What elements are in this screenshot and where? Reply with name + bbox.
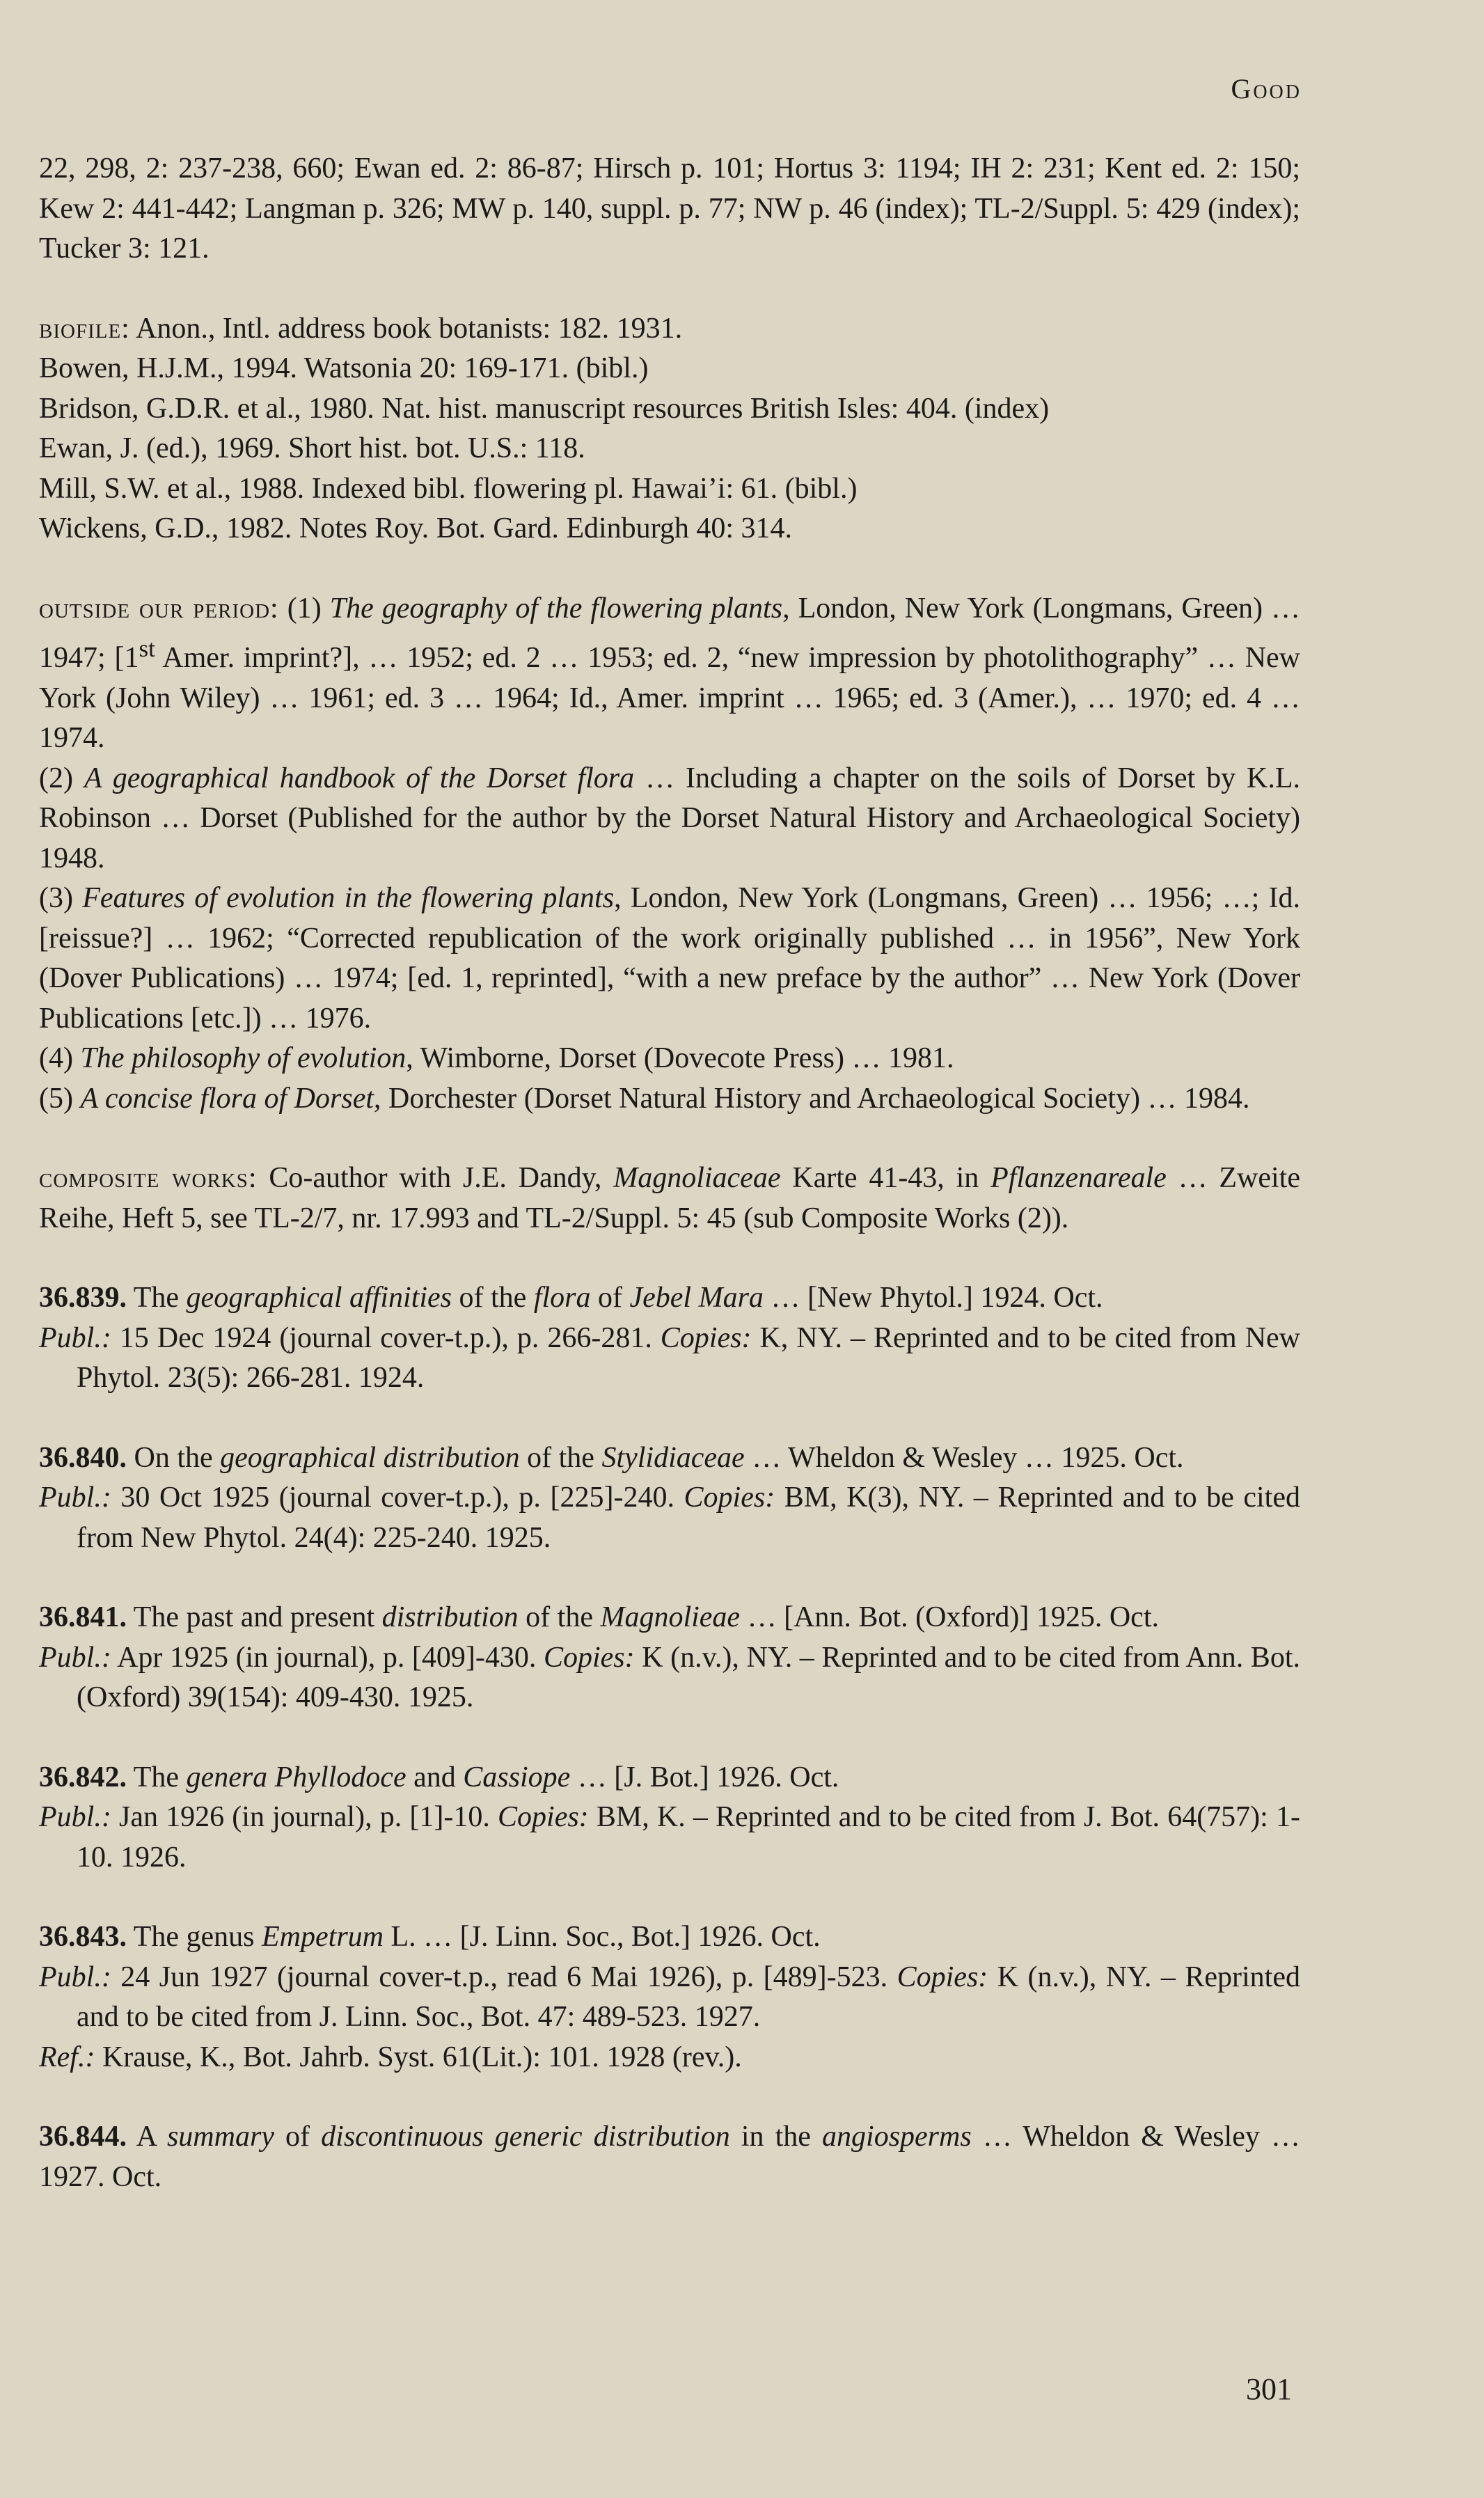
outside-entry-5: (5) A concise flora of Dorset, Dorchester (Dorset Natural History and Archaeological Society) … 1984.	[39, 1082, 1250, 1115]
publ-label: Publ.:	[39, 1641, 111, 1674]
biofile-entry: Wickens, G.D., 1982. Notes Roy. Bot. Gard. Edinburgh 40: 314.	[39, 512, 793, 544]
biofile-section	[39, 309, 1300, 549]
publ-label: Publ.:	[39, 1801, 111, 1833]
copies-label: Copies:	[660, 1321, 752, 1354]
publ-label: Publ.:	[39, 1321, 111, 1354]
biofile-entry: Anon., Intl. address book botanists: 182. 1931.	[136, 312, 683, 345]
biofile-label: biofile:	[39, 312, 130, 345]
biofile-entry: Ewan, J. (ed.), 1969. Short hist. bot. U.S.: 118.	[39, 432, 585, 464]
work-title: A concise flora of Dorset	[80, 1082, 374, 1115]
composite-works: composite works: Co-author with J.E. Dandy, Magnoliaceae Karte 41-43, in Pflanzenareale … Zweite Reihe, Heft 5, see TL-2/7, nr. 17.993 and TL-2/Suppl. 5: 45 (sub Composite Works (2)).	[39, 1162, 1300, 1234]
entry-number: 36.844.	[39, 2121, 127, 2153]
work-title: Features of evolution in the flowering plants	[82, 882, 615, 914]
biofile-entry: Bowen, H.J.M., 1994. Watsonia 20: 169-171. (bibl.)	[39, 352, 649, 384]
biofile-entry: Mill, S.W. et al., 1988. Indexed bibl. flowering pl. Hawai’i: 61. (bibl.)	[39, 472, 858, 505]
outside-label: outside our period:	[39, 592, 279, 624]
publ-label: Publ.:	[39, 1961, 111, 1993]
entry-number: 36.839.	[39, 1282, 127, 1314]
entry-36-839: 36.839. The geographical affinities of the flora of Jebel Mara … [New Phytol.] 1924. Oct. Publ.: 15 Dec 1924 (journal cover-t.p.), p. 266-281. Copies: K, NY. – Reprinted and to be cited from New Phytol. 23(5): 266-281. 1924.	[39, 1282, 1300, 1394]
entry-36-841: 36.841. The past and present distribution of the Magnolieae … [Ann. Bot. (Oxford)] 1925. Oct. Publ.: Apr 1925 (in journal), p. [409]-430. Copies: K (n.v.), NY. – Reprinted and to be cited from Ann. Bot. (Oxford) 39(154): 409-430. 1925.	[39, 1601, 1300, 1713]
outside-entry-2: (2) A geographical handbook of the Dorset flora … Including a chapter on the soils of Dorset by K.L. Robinson … Dorset (Published for the author by the Dorset Natural History and Archaeological Society) 1948.	[39, 762, 1301, 874]
work-title: A geographical handbook of the Dorset flora	[84, 762, 635, 794]
page-body	[39, 149, 1300, 2197]
entry-number: 36.840.	[39, 1441, 127, 1474]
entry-36-840: 36.840. On the geographical distribution of the Stylidiaceae … Wheldon & Wesley … 1925. Oct. Publ.: 30 Oct 1925 (journal cover-t.p.), p. [225]-240. Copies: BM, K(3), NY. – Reprinted and to be cited from New Phytol. 24(4): 225-240. 1925.	[39, 1441, 1300, 1554]
entry-number: 36.842.	[39, 1761, 127, 1793]
copies-label: Copies:	[498, 1801, 589, 1833]
work-title: The philosophy of evolution	[80, 1042, 406, 1074]
entry-36-844: 36.844. A summary of discontinuous generic distribution in the angiosperms … Wheldon & Wesley … 1927. Oct.	[39, 2121, 1300, 2193]
running-head: Good	[1231, 73, 1302, 104]
composite-label: composite works:	[39, 1162, 258, 1194]
intro-references: 22, 298, 2: 237-238, 660; Ewan ed. 2: 86-87; Hirsch p. 101; Hortus 3: 1194; IH 2: 231; Kent ed. 2: 150; Kew 2: 441-442; Langman p. 326; MW p. 140, suppl. p. 77; NW p. 46 (index); TL-2/Suppl. 5: 429 (index); Tucker 3: 121.	[39, 152, 1300, 265]
copies-label: Copies:	[543, 1641, 635, 1674]
entry-36-843: 36.843. The genus Empetrum L. … [J. Linn. Soc., Bot.] 1926. Oct. Publ.: 24 Jun 1927 (journal cover-t.p., read 6 Mai 1926), p. [489]-523. Copies: K (n.v.), NY. – Reprinted and to be cited from J. Linn. Soc., Bot. 47: 489-523. 1927. Ref.: Krause, K., Bot. Jahrb. Syst. 61(Lit.): 101. 1928 (rev.).	[39, 1921, 1300, 2073]
outside-entry-3: (3) Features of evolution in the flowering plants, London, New York (Longmans, Green) … 1956; …; Id. [reissue?] … 1962; “Corrected republication of the work originally published … in 1956”, New York (Dover Publications) … 1974; [ed. 1, reprinted], “with a new preface by the author” … New York (Dover Publications [etc.]) … 1976.	[39, 882, 1300, 1035]
publ-label: Publ.:	[39, 1482, 111, 1514]
biofile-entry: Bridson, G.D.R. et al., 1980. Nat. hist. manuscript resources British Isles: 404. (index)	[39, 392, 1050, 425]
page-number: 301	[1246, 2372, 1292, 2406]
ref-label: Ref.:	[39, 2041, 95, 2073]
outside-entry-1: outside our period: (1) The geography of the flowering plants, London, New York (Longmans, Green) … 1947; [1st Amer. imprint?], … 1952; ed. 2 … 1953; ed. 2, “new impression by photolithography” … New York (John Wiley) … 1961; ed. 3 … 1964; Id., Amer. imprint … 1965; ed. 3 (Amer.), … 1970; ed. 4 … 1974.	[39, 592, 1301, 754]
copies-label: Copies:	[897, 1961, 988, 1993]
copies-label: Copies:	[684, 1482, 775, 1514]
outside-entry-4: (4) The philosophy of evolution, Wimborne, Dorset (Dovecote Press) … 1981.	[39, 1042, 954, 1074]
entry-number: 36.843.	[39, 1921, 127, 1953]
entry-36-842: 36.842. The genera Phyllodoce and Cassiope … [J. Bot.] 1926. Oct. Publ.: Jan 1926 (in journal), p. [1]-10. Copies: BM, K. – Reprinted and to be cited from J. Bot. 64(757): 1-10. 1926.	[39, 1761, 1300, 1874]
outside-period-section	[39, 589, 1300, 1120]
entry-number: 36.841.	[39, 1601, 127, 1633]
work-title: The geography of the flowering plants	[329, 592, 783, 624]
